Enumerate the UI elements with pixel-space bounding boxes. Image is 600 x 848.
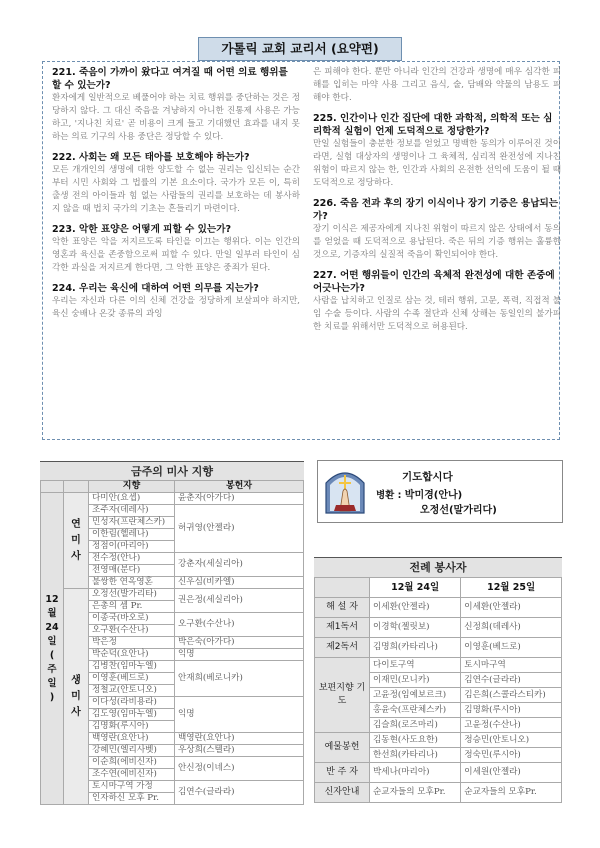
intention-name: 인자하신 모후 Pr. <box>89 793 175 805</box>
date-header: 12월 25일 <box>461 578 562 598</box>
server-name: 홍윤숙(프란체스카) <box>370 703 461 718</box>
table-row <box>315 618 562 638</box>
server-name: 다이토구역 <box>370 658 461 673</box>
intention-name: 강혜민(엘리사벳) <box>89 745 175 757</box>
answer: 장기 이식은 제공자에게 지나친 위험이 따르지 않은 상태에서 동의를 얻었을 때 도덕적으로 용납된다. 죽은 뒤의 기증 행위는 훌륭한 것으로, 기증자의 실질적 죽음이 확인되어야 한다. <box>313 224 561 260</box>
server-name: 이세원(안젤라) <box>461 763 562 783</box>
liturgy-role: 예물봉헌 <box>315 733 370 763</box>
server-name: 정숙민(루시아) <box>461 748 562 763</box>
table-row <box>315 733 562 748</box>
catechism-continued-answer: 은 피해야 한다. 뿐만 아니라 인간의 건강과 생명에 매우 심각한 피해를 입히는 마약 사용 그리고 음식, 술, 담배와 약물의 남용도 피해야 한다. <box>313 67 561 103</box>
liturgy-role: 해 설 자 <box>315 598 370 618</box>
question: 223. 악한 표양은 어떻게 피할 수 있는가? <box>52 224 232 235</box>
server-name: 순교자들의 모후Pr. <box>461 783 562 803</box>
intention-name: 이종국(바오로) <box>89 613 175 625</box>
offerer-name: 박은숙(아가다) <box>175 637 304 649</box>
liturgy-role: 보편지향 기 도 <box>315 658 370 733</box>
server-name: 김동현(사도요한) <box>370 733 461 748</box>
intention-name: 오구환(수산나) <box>89 625 175 637</box>
server-name: 신정희(데레사) <box>461 618 562 638</box>
prayer-title: 기도합시다 <box>402 471 453 483</box>
offerer-header: 봉헌자 <box>175 481 304 493</box>
liturgy-role: 제2독서 <box>315 638 370 658</box>
mass-intention-table <box>40 480 304 805</box>
answer: 환자에게 일반적으로 베풀어야 하는 치료 행위를 중단하는 것은 정당하지 않다. 그 대신 죽음을 겨냥하지 아니한 진통제 사용은 가능하고, '지나친 치료' 곧 비용이 크게 들고 기대했던 효과를 내지 못하는 의료 기구의 사용 중단은 정당할 수 있다. <box>52 93 300 142</box>
intention-name: 민성자(프란체스카) <box>89 517 175 529</box>
intention-name: 김명화(루시아) <box>89 721 175 733</box>
intention-name: 오정선(발가리타) <box>89 589 175 601</box>
question: 221. 죽음이 가까이 왔다고 여겨질 때 어떤 의료 행위를 할 수 있는가? <box>52 67 288 91</box>
prayer-name: 박미경(안나) <box>404 490 463 501</box>
server-name: 이재민(모니카) <box>370 673 461 688</box>
offerer-name: 안재희(베로니카) <box>175 661 304 697</box>
intention-name: 백영란(요안나) <box>89 733 175 745</box>
table-row <box>315 658 562 673</box>
server-name: 김연수(글라라) <box>461 673 562 688</box>
table-row <box>41 589 304 601</box>
intention-name: 정철교(안토니오) <box>89 685 175 697</box>
server-name: 이세환(안젤라) <box>370 598 461 618</box>
liturgy-role: 반 주 자 <box>315 763 370 783</box>
intention-name: 박순덕(요안나) <box>89 649 175 661</box>
question: 225. 인간이나 인간 집단에 대한 과학적, 의학적 또는 심리학적 실험이 언제 도덕적으로 정당한가? <box>313 113 553 137</box>
intention-name: 이영훈(베드로) <box>89 673 175 685</box>
server-name: 김명화(루시아) <box>461 703 562 718</box>
liturgy-role: 신자안내 <box>315 783 370 803</box>
server-name: 이세환(안젤라) <box>461 598 562 618</box>
intention-name: 토시마구역 가정 <box>89 781 175 793</box>
intention-name: 불쌍한 연옥영혼 <box>89 577 175 589</box>
table-row <box>315 638 562 658</box>
table-row <box>315 598 562 618</box>
intention-name: 박은정 <box>89 637 175 649</box>
answer: 악한 표양은 악을 저지르도록 타인을 이끄는 행위다. 이는 인간의 영혼과 육신을 존중함으로써 피할 수 있다. 만일 일부러 타인이 심각한 과실을 저지르게 한다면, 그 악한 표양은 중죄가 된다. <box>52 237 300 273</box>
offerer-name: 윤춘자(아가다) <box>175 493 304 505</box>
prayer-names <box>376 486 497 516</box>
intention-name: 조주자(데레사) <box>89 505 175 517</box>
illness-label: 병환 : <box>376 490 402 501</box>
answer: 만일 실험들이 충분한 정보를 얻었고 명백한 동의가 이루어진 것이라면, 실험 대상자의 생명이나 그 육체적, 심리적 완전성에 지나친 위험이 따르지 않는 한, 인간과 사회의 온전한 선익에 도움이 될 때 도덕적으로 정당하다. <box>313 139 561 188</box>
intention-name: 이한림(헬레나) <box>89 529 175 541</box>
offerer-name: 권은정(세실리아) <box>175 589 304 613</box>
catechism-box <box>42 61 560 440</box>
prayer-name: 오정선(말가리다) <box>420 505 497 516</box>
liturgy-table <box>314 577 562 803</box>
offerer-name: 오구환(수산나) <box>175 613 304 637</box>
server-name: 고윤정(수산나) <box>461 718 562 733</box>
catechism-title: 가톨릭 교회 교리서 (요약편) <box>198 37 402 61</box>
server-name: 박세나(마리아) <box>370 763 461 783</box>
intention-name: 은총의 셈 Pr. <box>89 601 175 613</box>
intention-name: 전수정(안나) <box>89 553 175 565</box>
offerer-name: 익명 <box>175 649 304 661</box>
intention-name: 다미안(요셉) <box>89 493 175 505</box>
mass-type-label: 생미사 <box>64 589 89 805</box>
offerer-name: 신우심(비카엘) <box>175 577 304 589</box>
server-name: 토시마구역 <box>461 658 562 673</box>
server-name: 한선희(카타리나) <box>370 748 461 763</box>
offerer-name: 우상희(스텔라) <box>175 745 304 757</box>
table-row <box>315 783 562 803</box>
answer: 모든 개개인의 생명에 대한 양도할 수 없는 권리는 입신되는 순간부터 시민 사회와 그 법률의 기본 요소이다. 국가가 모든 이, 특히 출생 전의 아이들과 힘 없는 사람들의 권리를 보호하는 데 봉사하지 않을 때 법치 국가의 기초는 흔들리기 마련이다. <box>52 165 300 214</box>
intention-name: 이순희(에비신자) <box>89 757 175 769</box>
praying-hands-icon <box>322 465 368 515</box>
offerer-name: 김연수(글라라) <box>175 781 304 805</box>
intention-name: 조수연(에비신자) <box>89 769 175 781</box>
server-name: 순교자들의 모후Pr. <box>370 783 461 803</box>
intention-name: 정점이(마리아) <box>89 541 175 553</box>
answer: 우리는 자신과 다른 이의 신체 건강을 정당하게 보살피야 하지만, 육신 숭배나 온갖 종류의 과잉 <box>52 296 300 319</box>
mass-date: 12 월 24 일 ( 주일 ) <box>41 493 64 805</box>
server-name: 김은희(스콜라스티카) <box>461 688 562 703</box>
intent-header: 지향 <box>89 481 175 493</box>
intention-name: 김도영(임마누엘) <box>89 709 175 721</box>
intention-name: 전영매(분다) <box>89 565 175 577</box>
server-name: 이영훈(베드로) <box>461 638 562 658</box>
server-name: 김슬희(로즈마리) <box>370 718 461 733</box>
liturgy-title: 전례 봉사자 <box>314 557 562 577</box>
server-name: 정승민(안토니오) <box>461 733 562 748</box>
intention-name: 이다성(라비용라) <box>89 697 175 709</box>
mass-table-header <box>41 481 304 493</box>
question: 222. 사회는 왜 모든 태아를 보호해야 하는가? <box>52 152 250 163</box>
offerer-name: 익명 <box>175 697 304 733</box>
table-row <box>315 763 562 783</box>
question: 224. 우리는 육신에 대하여 어떤 의무를 지는가? <box>52 283 259 294</box>
date-header: 12월 24일 <box>370 578 461 598</box>
liturgy-table-header <box>315 578 562 598</box>
server-name: 이경학(젤릿보) <box>370 618 461 638</box>
table-row <box>41 493 304 505</box>
mass-type-label: 연미사 <box>64 493 89 589</box>
offerer-name: 백영란(요안나) <box>175 733 304 745</box>
answer: 사람을 납치하고 인질로 삼는 것, 테러 행위, 고문, 폭력, 직접적 불임 수술 등이다. 사람의 수족 절단과 신체 상해는 동일인의 불가피한 치료를 위해서만 도덕적으로 허용된다. <box>313 296 561 332</box>
question: 226. 죽음 전과 후의 장기 이식이나 장기 기증은 용납되는가? <box>313 198 559 222</box>
liturgy-role: 제1독서 <box>315 618 370 638</box>
question: 227. 어떤 행위들이 인간의 육체적 완전성에 대한 존중에 어긋나는가? <box>313 270 555 294</box>
intention-name: 김병찬(임마누엘) <box>89 661 175 673</box>
server-name: 고윤정(임예보르크) <box>370 688 461 703</box>
catechism-right-column <box>313 66 561 341</box>
mass-intention-title: 금주의 미사 지향 <box>40 461 304 481</box>
server-name: 김명희(카타리나) <box>370 638 461 658</box>
offerer-name: 안신정(이네스) <box>175 757 304 781</box>
offerer-name: 허귀영(안젤라) <box>175 505 304 553</box>
catechism-left-column <box>52 66 300 328</box>
offerer-name: 강춘자(세실리아) <box>175 553 304 577</box>
